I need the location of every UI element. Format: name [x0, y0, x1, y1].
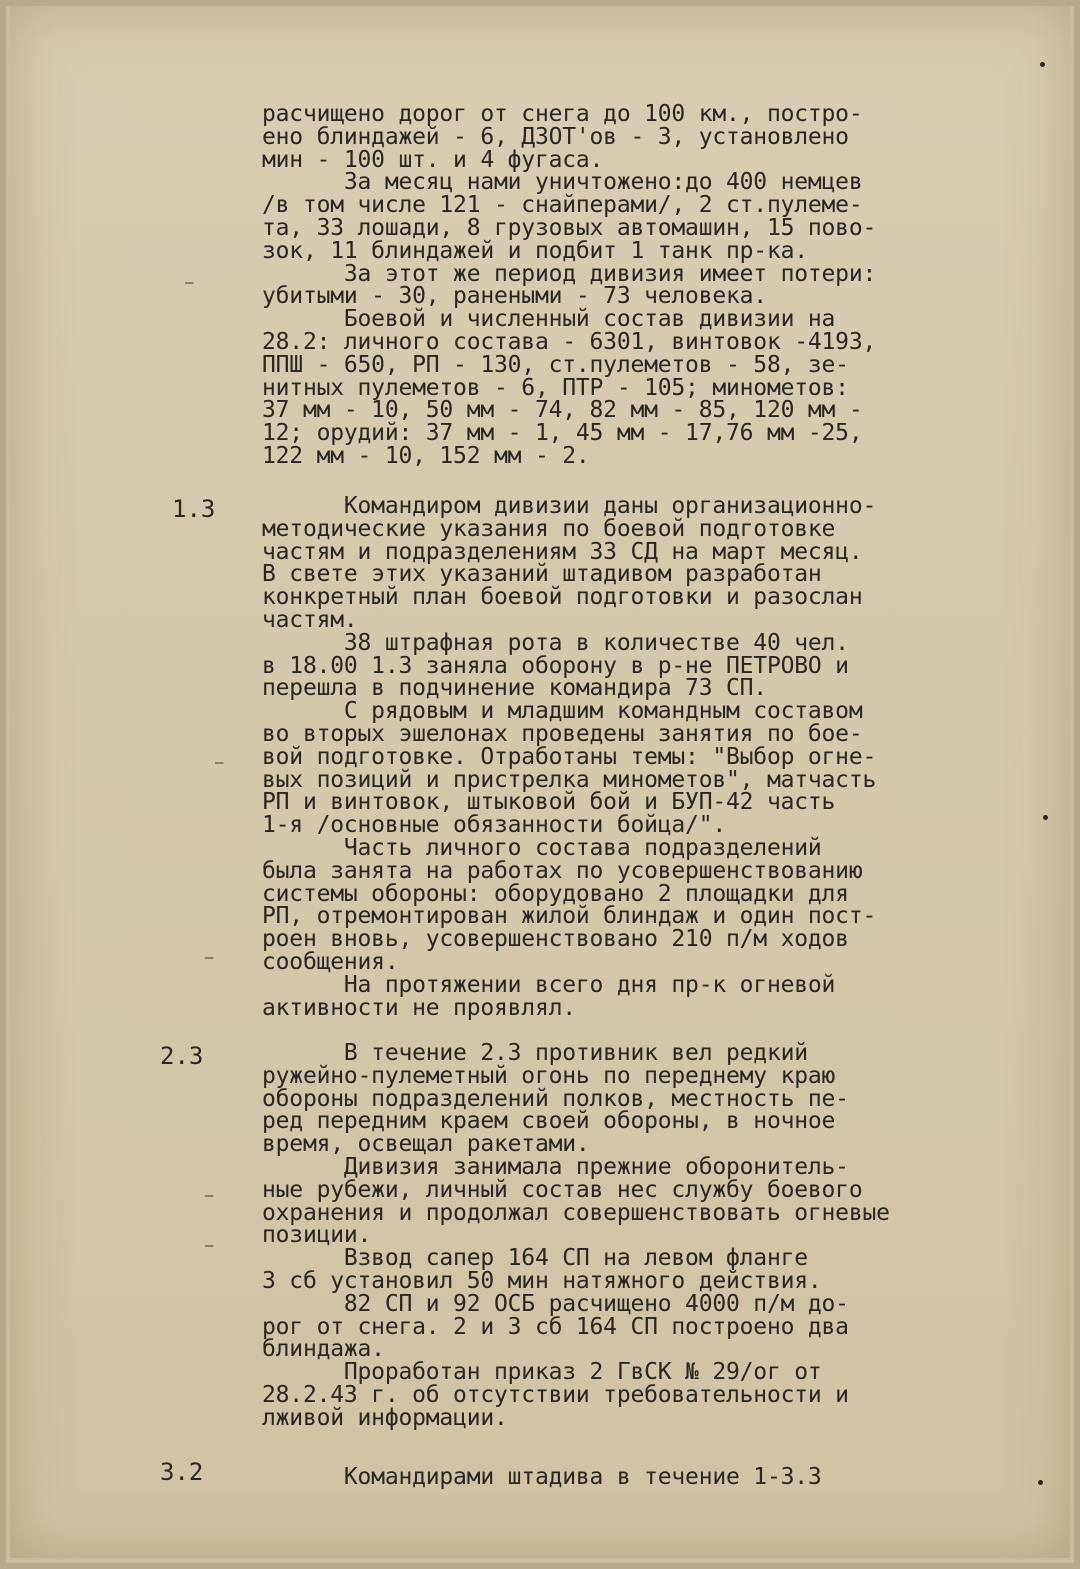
text-line: Дивизия занимала прежние оборонитель-: [262, 1153, 849, 1180]
margin-dash: –: [205, 1238, 214, 1254]
text-line: РП, отремонтирован жилой блиндаж и один пост-: [262, 903, 877, 930]
text-block-intro: [262, 103, 876, 468]
text-line: вой подготовке. Отработаны темы: "Выбор огне-: [262, 743, 877, 770]
text-line: 28.2: личного состава - 6301, винтовок -4193,: [262, 328, 877, 355]
margin-dash: –: [205, 1188, 214, 1204]
text-block-section-1-3: [262, 495, 876, 1019]
text-line: обороны подразделений полков, местность пе-: [262, 1085, 849, 1112]
text-block-section-3-2: [262, 1466, 822, 1489]
text-line: активности не проявлял.: [262, 994, 576, 1021]
text-line: ред передним краем своей обороны, в ночное: [262, 1108, 836, 1135]
text-line: Командирами штадива в течение 1-3.3: [262, 1464, 822, 1490]
text-line: конкретный план боевой подготовки и разослан: [262, 584, 863, 611]
text-line: 12; орудий: 37 мм - 1, 45 мм - 17,76 мм -25,: [262, 420, 863, 447]
text-line: За месяц нами уничтожено:до 400 немцев: [262, 169, 863, 196]
text-line: 122 мм - 10, 152 мм - 2.: [262, 442, 590, 469]
text-line: 28.2.43 г. об отсутствии требовательности и: [262, 1381, 849, 1408]
text-line: /в том числе 121 - снайперами/, 2 ст.пулеме-: [262, 192, 863, 219]
text-line: частям и подразделениям 33 СД на март месяц.: [262, 538, 863, 565]
text-line: время, освещал ракетами.: [262, 1131, 590, 1158]
text-line: Часть личного состава подразделений: [262, 834, 822, 861]
text-line: ППШ - 650, РП - 130, ст.пулеметов - 58, зе-: [262, 351, 849, 378]
text-line: перешла в подчинение командира 73 СП.: [262, 675, 767, 702]
text-line: частям.: [262, 606, 358, 633]
text-block-section-2-3: [262, 1042, 890, 1430]
margin-dash: –: [215, 755, 224, 771]
text-line: та, 33 лошади, 8 грузовых автомашин, 15 пово-: [262, 214, 877, 241]
text-line: В свете этих указаний штадивом разработан: [262, 561, 822, 588]
text-line: 38 штрафная рота в количестве 40 чел.: [262, 629, 849, 656]
text-line: За этот же период дивизия имеет потери:: [262, 260, 877, 287]
text-line: зок, 11 блиндажей и подбит 1 танк пр-ка.: [262, 237, 808, 264]
text-line: системы обороны: оборудовано 2 площадки для: [262, 880, 849, 907]
binding-hole-mark: [1043, 815, 1048, 820]
text-line: лживой информации.: [262, 1404, 508, 1431]
text-line: была занята на работах по усовершенствованию: [262, 857, 863, 884]
text-line: 3 сб установил 50 мин натяжного действия.: [262, 1267, 822, 1294]
text-line: убитыми - 30, ранеными - 73 человека.: [262, 283, 767, 310]
text-line: сообщения.: [262, 948, 399, 975]
text-line: 82 СП и 92 ОСБ расчищено 4000 п/м до-: [262, 1290, 849, 1317]
text-line: мин - 100 шт. и 4 фугаса.: [262, 146, 604, 173]
text-line: ено блиндажей - 6, ДЗОТ'ов - 3, установлено: [262, 123, 849, 150]
text-line: во вторых эшелонах проведены занятия по бое-: [262, 720, 863, 747]
text-line: 1-я /основные обязанности бойца/".: [262, 812, 727, 839]
section-number-2-3: 2.3: [160, 1042, 204, 1070]
text-line: 37 мм - 10, 50 мм - 74, 82 мм - 85, 120 мм -: [262, 397, 863, 424]
text-line: На протяжении всего дня пр-к огневой: [262, 971, 836, 998]
text-line: блиндажа.: [262, 1336, 385, 1363]
text-line: Боевой и численный состав дивизии на: [262, 306, 836, 333]
text-line: ружейно-пулеметный огонь по переднему краю: [262, 1062, 836, 1089]
text-line: в 18.00 1.3 заняла оборону в р-не ПЕТРОВО и: [262, 652, 849, 679]
margin-dash: –: [185, 275, 194, 291]
text-line: позиции.: [262, 1222, 372, 1249]
text-line: Командиром дивизии даны организационно-: [262, 493, 877, 519]
text-line: Проработан приказ 2 ГвСК № 29/ог от: [262, 1359, 822, 1386]
margin-dash: –: [205, 950, 214, 966]
text-line: методические указания по боевой подготовке: [262, 515, 836, 542]
text-line: Взвод сапер 164 СП на левом фланге: [262, 1245, 808, 1272]
text-line: вых позиций и пристрелка минометов", матчасть: [262, 766, 877, 793]
text-line: нитных пулеметов - 6, ПТР - 105; минометов:: [262, 374, 849, 401]
text-line: роен вновь, усовершенствовано 210 п/м ходов: [262, 926, 849, 953]
text-line: рог от снега. 2 и 3 сб 164 СП построено два: [262, 1313, 849, 1340]
text-line: РП и винтовок, штыковой бой и БУП-42 часть: [262, 789, 836, 816]
text-line: В течение 2.3 противник вел редкий: [262, 1040, 808, 1066]
binding-hole-mark: [1040, 62, 1045, 67]
text-line: расчищено дорог от снега до 100 км., постро-: [262, 101, 863, 127]
text-line: ные рубежи, личный состав нес службу боевого: [262, 1176, 863, 1203]
binding-hole-mark: [1038, 1480, 1043, 1485]
text-line: С рядовым и младшим командным составом: [262, 698, 863, 725]
section-number-1-3: 1.3: [172, 495, 216, 523]
section-number-3-2: 3.2: [160, 1458, 204, 1486]
text-line: охранения и продолжал совершенствовать огневые: [262, 1199, 890, 1226]
